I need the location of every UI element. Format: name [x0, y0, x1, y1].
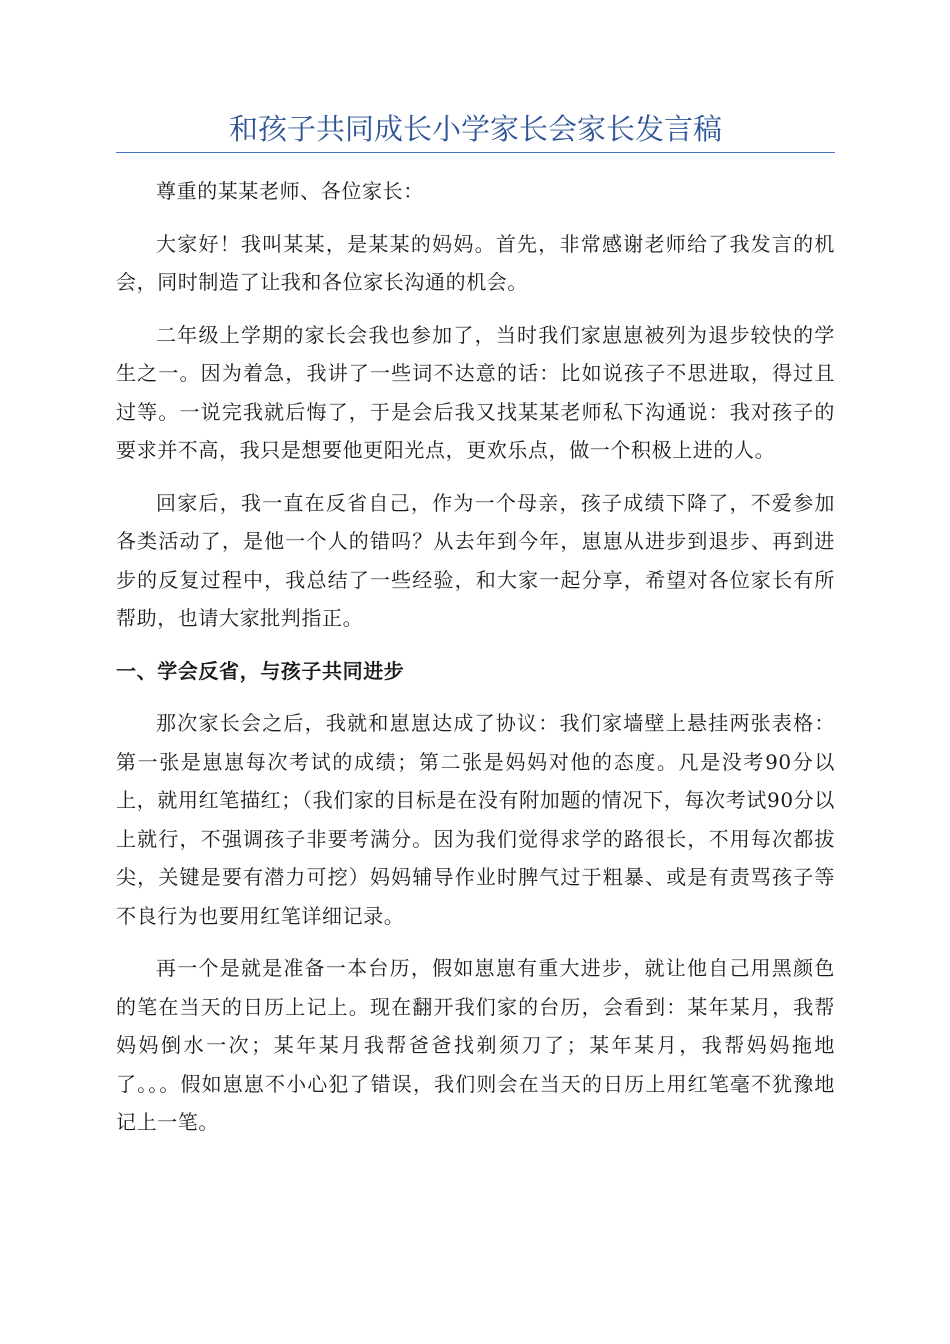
paragraph-gap	[116, 211, 835, 225]
salutation: 尊重的某某老师、各位家长：	[156, 179, 424, 203]
paragraph-agreement: 那次家长会之后，我就和崽崽达成了协议：我们家墙壁上悬挂两张表格：第一张是崽崽每次考试的成绩；第二张是妈妈对他的态度。凡是没考90分以上，就用红笔描红；（我们家的目标是在没有附加题的情况下，每次考试90分以上就行，不强调孩子非要考满分。因为我们觉得求学的路很长，不用每次都拔尖，关键是要有潜力可挖）妈妈辅导作业时脾气过于粗暴、或是有责骂孩子等不良行为也要用红笔详细记录。	[116, 711, 835, 928]
title-block	[116, 108, 835, 153]
paragraph-reflection: 回家后，我一直在反省自己，作为一个母亲，孩子成绩下降了，不爱参加各类活动了，是他一个人的错吗？从去年到今年，崽崽从进步到退步、再到进步的反复过程中，我总结了一些经验，和大家一起分享，希望对各位家长有所帮助，也请大家批判指正。	[116, 490, 835, 630]
page-title: 和孩子共同成长小学家长会家长发言稿	[228, 112, 722, 146]
paragraph-greeting: 大家好！我叫某某，是某某的妈妈。首先，非常感谢老师给了我发言的机会，同时制造了让我和各位家长沟通的机会。	[116, 231, 835, 294]
paragraph-calendar: 再一个是就是准备一本台历，假如崽崽有重大进步，就让他自己用黑颜色的笔在当天的日历上记上。现在翻开我们家的台历，会看到：某年某月，我帮妈妈倒水一次；某年某月我帮爸爸找剃须刀了；某年某月，我帮妈妈拖地了。。。假如崽崽不小心犯了错误，我们则会在当天的日历上用红笔毫不犹豫地记上一笔。	[116, 956, 835, 1134]
title-underline	[116, 152, 835, 153]
paragraph-gap	[116, 935, 835, 949]
paragraph-background: 二年级上学期的家长会我也参加了，当时我们家崽崽被列为退步较快的学生之一。因为着急，我讲了一些词不达意的话：比如说孩子不思进取，得过且过等。一说完我就后悔了，于是会后我又找某某老师私下沟通说：我对孩子的要求并不高，我只是想要他更阳光点，更欢乐点，做一个积极上进的人。	[116, 322, 835, 462]
paragraph-gap	[116, 690, 835, 704]
section-heading: 一、学会反省，与孩子共同进步	[116, 658, 405, 683]
document-body	[116, 172, 835, 1142]
paragraph-gap	[116, 470, 835, 484]
paragraph-gap	[116, 638, 835, 652]
paragraph-gap	[116, 302, 835, 316]
